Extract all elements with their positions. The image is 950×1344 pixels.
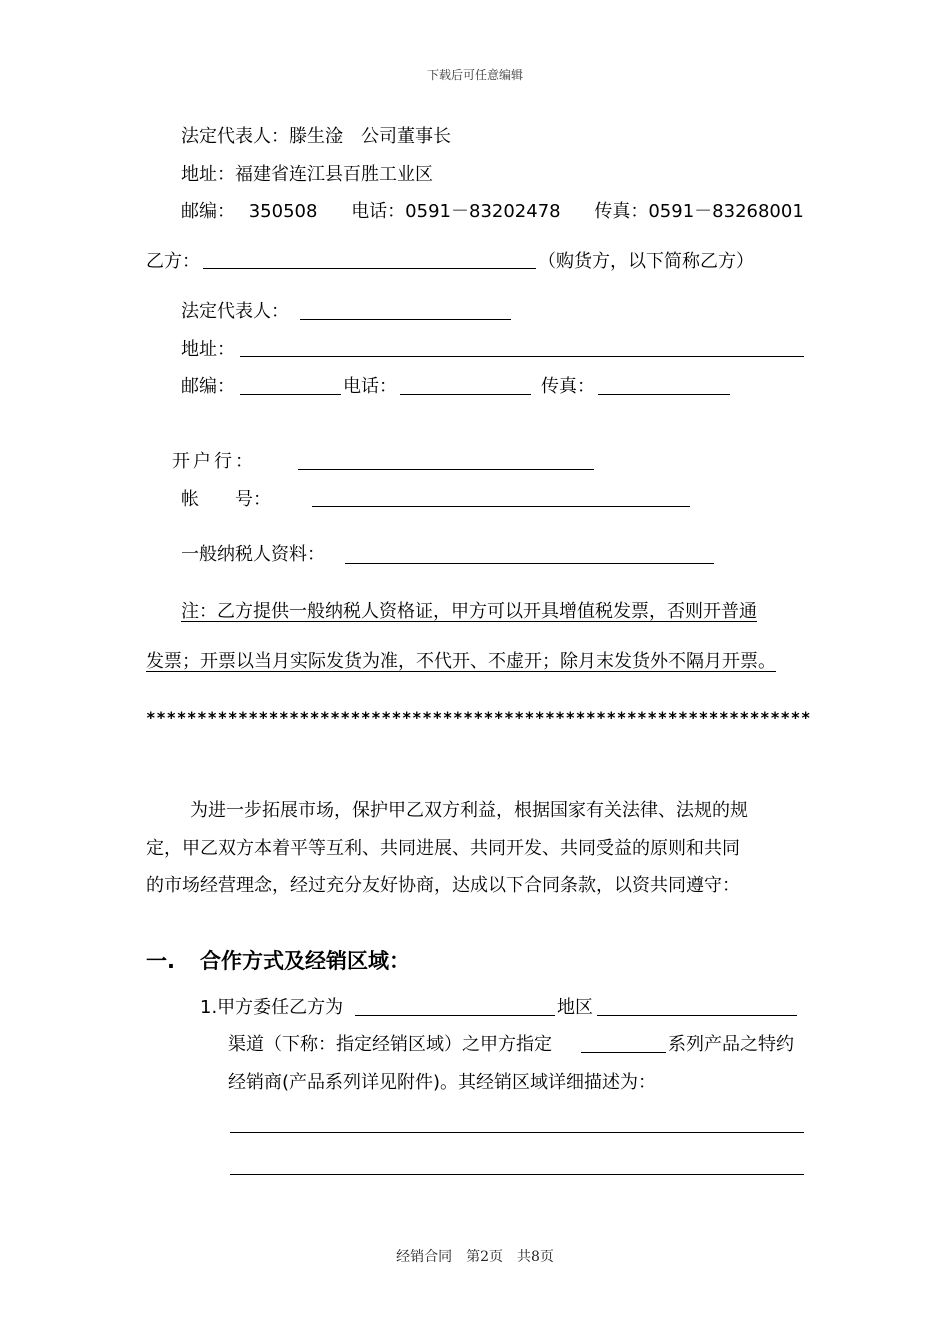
party-a-contact xyxy=(181,200,804,224)
party-b-phone-blank[interactable] xyxy=(400,394,531,395)
taxpayer-label: 一般纳税人资料： xyxy=(181,544,325,565)
party-b-fax-label: 传真： xyxy=(541,376,595,397)
party-b-rep-blank[interactable] xyxy=(300,319,511,320)
party-b-label: 乙方： xyxy=(146,251,200,272)
clause-1-line-2b: 系列产品之特约 xyxy=(668,1034,794,1055)
party-a-rep: 法定代表人：滕生淦 公司董事长 xyxy=(181,126,451,147)
party-b-address-label: 地址： xyxy=(181,339,235,360)
party-a-postcode-label: 邮编： xyxy=(181,201,235,222)
bank-label: 开户行： xyxy=(172,451,256,472)
section-1-number: 一. xyxy=(146,949,175,973)
page-header: 下载后可任意编辑 xyxy=(426,68,523,82)
party-b-name-blank[interactable] xyxy=(203,268,536,269)
account-label: 帐 号： xyxy=(181,489,271,510)
note-line-1: 注：乙方提供一般纳税人资格证，甲方可以开具增值税发票，否则开普通 xyxy=(181,601,757,622)
taxpayer-blank[interactable] xyxy=(345,563,714,564)
party-a-address: 地址：福建省连江县百胜工业区 xyxy=(181,164,433,185)
party-a-phone: 电话：0591－83202478 xyxy=(351,201,561,222)
clause-1-description-line-1[interactable] xyxy=(230,1132,804,1133)
note-line-2: 发票；开票以当月实际发货为准，不代开、不虚开；除月末发货外不隔月开票。 xyxy=(146,651,776,672)
clause-1-territory-blank[interactable] xyxy=(355,1015,555,1016)
intro-line-1: 为进一步拓展市场，保护甲乙双方利益，根据国家有关法律、法规的规 xyxy=(190,800,748,821)
intro-line-3: 的市场经营理念，经过充分友好协商，达成以下合同条款，以资共同遵守： xyxy=(146,875,740,896)
party-b-postcode-label: 邮编： xyxy=(181,376,235,397)
party-b-postcode-blank[interactable] xyxy=(240,394,341,395)
party-b-rep-label: 法定代表人： xyxy=(181,301,289,322)
section-1-title: 合作方式及经销区域： xyxy=(200,949,410,973)
party-b-suffix: （购货方，以下简称乙方） xyxy=(538,251,754,272)
party-b-address-blank[interactable] xyxy=(240,356,804,357)
party-a-fax: 传真：0591－83268001 xyxy=(594,201,804,222)
separator-stars: ***************************************************************** xyxy=(146,708,812,727)
clause-1-region-blank[interactable] xyxy=(597,1015,797,1016)
page-footer: 经销合同 第2页 共8页 xyxy=(396,1249,554,1265)
clause-1-part-2: 地区 xyxy=(557,997,593,1018)
clause-1-description-line-2[interactable] xyxy=(230,1174,804,1175)
intro-line-2: 定，甲乙双方本着平等互利、共同进展、共同开发、共同受益的原则和共同 xyxy=(146,838,740,859)
clause-1-line-2a: 渠道（下称：指定经销区域）之甲方指定 xyxy=(228,1034,552,1055)
clause-1-line-3: 经销商(产品系列详见附件)。其经销区域详细描述为： xyxy=(228,1072,657,1093)
clause-1-product-blank[interactable] xyxy=(581,1052,666,1053)
account-blank[interactable] xyxy=(312,506,690,507)
party-b-phone-label: 电话： xyxy=(343,376,397,397)
bank-blank[interactable] xyxy=(298,469,594,470)
party-a-postcode: 350508 xyxy=(248,201,318,222)
party-b-fax-blank[interactable] xyxy=(598,394,730,395)
clause-1-part-1: 1.甲方委任乙方为 xyxy=(200,997,344,1018)
